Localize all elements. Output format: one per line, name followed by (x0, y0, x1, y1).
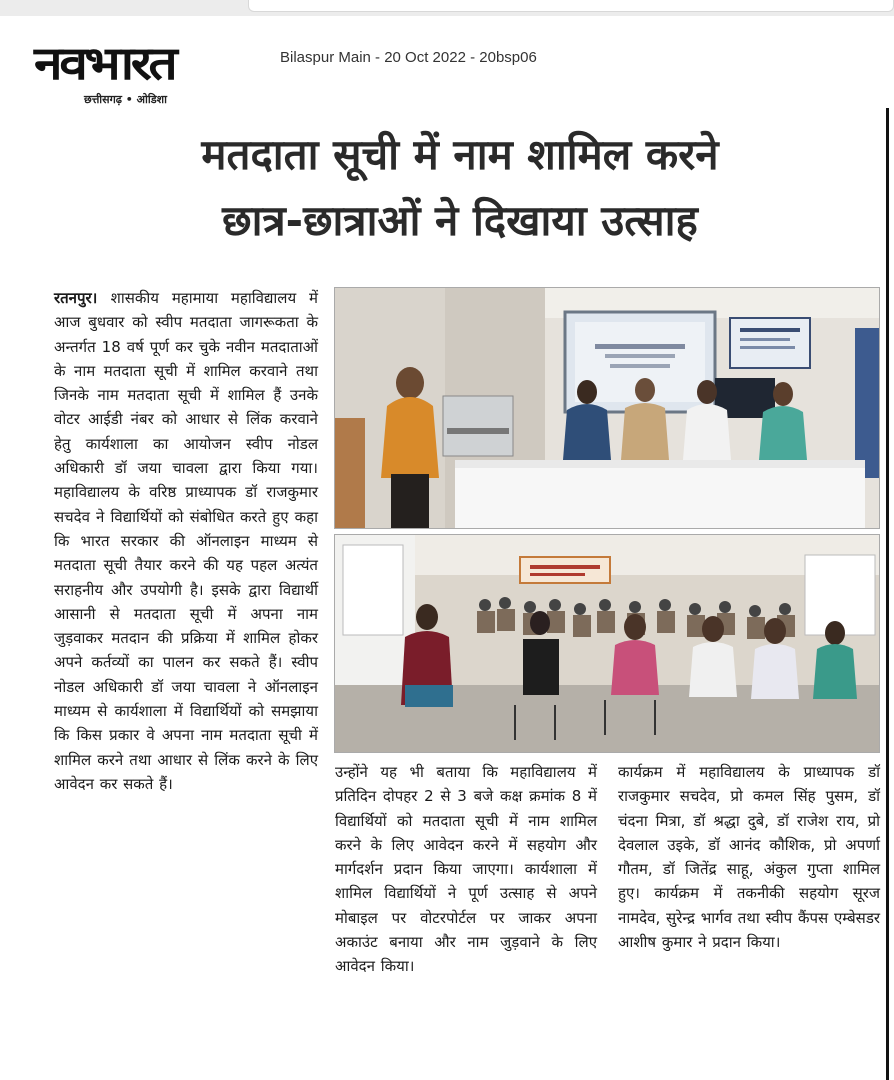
newspaper-logo: नवभारत (34, 36, 175, 90)
edition-info: Bilaspur Main - 20 Oct 2022 - 20bsp06 (280, 49, 537, 66)
viewer-tab-strip (248, 0, 894, 12)
article-column-2 (335, 760, 597, 979)
headline-line-1: मतदाता सूची में नाम शामिल करने (201, 130, 719, 179)
logo-subtitle: छत्तीसगढ़ • ओडिशा (84, 93, 167, 106)
dateline: रतनपुर। (54, 289, 111, 307)
dais-photo-illustration (335, 288, 880, 529)
column-2-text: उन्होंने यह भी बताया कि महाविद्यालय में प्रतिदिन दोपहर 2 से 3 बजे कक्ष क्रमांक 8 में विद्यार्थियों को मतदाता सूची में नाम शामिल करने के लिए आवेदन करने में सहयोग और मार्गदर्शन प्रदान किया जाएगा। कार्यशाला में शामिल विद्यार्थियों ने पूर्ण उत्साह से अपने मोबाइल पर वोटरपोर्टल पर जाकर अपना अकाउंट बनाया और नाम जुड़वाने के लिए आवेदन किया। (335, 763, 597, 976)
column-rule (886, 108, 889, 1080)
headline-line-2: छात्र-छात्राओं ने दिखाया उत्साह (222, 196, 698, 245)
students-photo-illustration (335, 535, 880, 753)
event-photo-dais (334, 287, 880, 529)
column-1-text: शासकीय महामाया महाविद्यालय में आज बुधवार को स्वीप मतदाता जागरूकता के अन्तर्गत 18 वर्ष पूर्ण कर चुके नवीन मतदाताओं के नाम मतदाता सूची में शामिल करवाने तथा जिनके नाम मतदाता सूची में शामिल हैं उनके वोटर आईडी नंबर को आधार से लिंक करवाने हेतु कार्यशाला का आयोजन स्वीप नोडल अधिकारी डॉ जया चावला द्वारा किया गया। महाविद्यालय के वरिष्ठ प्राध्यापक डॉ राजकुमार सचदेव ने विद्यार्थियों को संबोधित करते हुए कहा कि भारत सरकार की ऑनलाइन माध्यम से मतदाता सूची तैयार करने की यह पहल अत्यंत सराहनीय और उपयोगी है। इसके द्वारा विद्यार्थी आसानी से मतदाता सूची में अपना नाम जुड़वाकर मतदान की प्रक्रिया में शामिल होकर अपने कर्तव्यों का पालन कर सकते हैं। स्वीप नोडल अधिकारी डॉ जया चावला ने ऑनलाइन माध्यम से कार्यशाला में विद्यार्थियों को समझाया कि किस प्रकार वे अपना नाम मतदाता सूची में शामिल करने तथा आधार से लिंक करने के लिए आवेदन कर सकते हैं। (54, 289, 318, 793)
newspaper-masthead (34, 36, 262, 106)
article-column-1 (54, 286, 318, 796)
viewer-top-bar (0, 0, 894, 16)
headline (40, 122, 880, 254)
article-column-3 (618, 760, 880, 954)
event-photo-students (334, 534, 880, 753)
column-3-text: कार्यक्रम में महाविद्यालय के प्राध्यापक डॉ राजकुमार सचदेव, प्रो कमल सिंह पुसम, डॉ चंदना मित्रा, डॉ श्रद्धा दुबे, डॉ राजेश राय, प्रो देवलाल उइके, डॉ आनंद कौशिक, प्रो अपर्णा गौतम, डॉ जितेंद्र साहू, अंकुल गुप्ता शामिल हुए। कार्यक्रम में तकनीकी सहयोग सूरज नामदेव, सुरेन्द्र भार्गव तथा स्वीप कैंपस एम्बेसडर आशीष कुमार ने प्रदान किया। (618, 763, 880, 952)
